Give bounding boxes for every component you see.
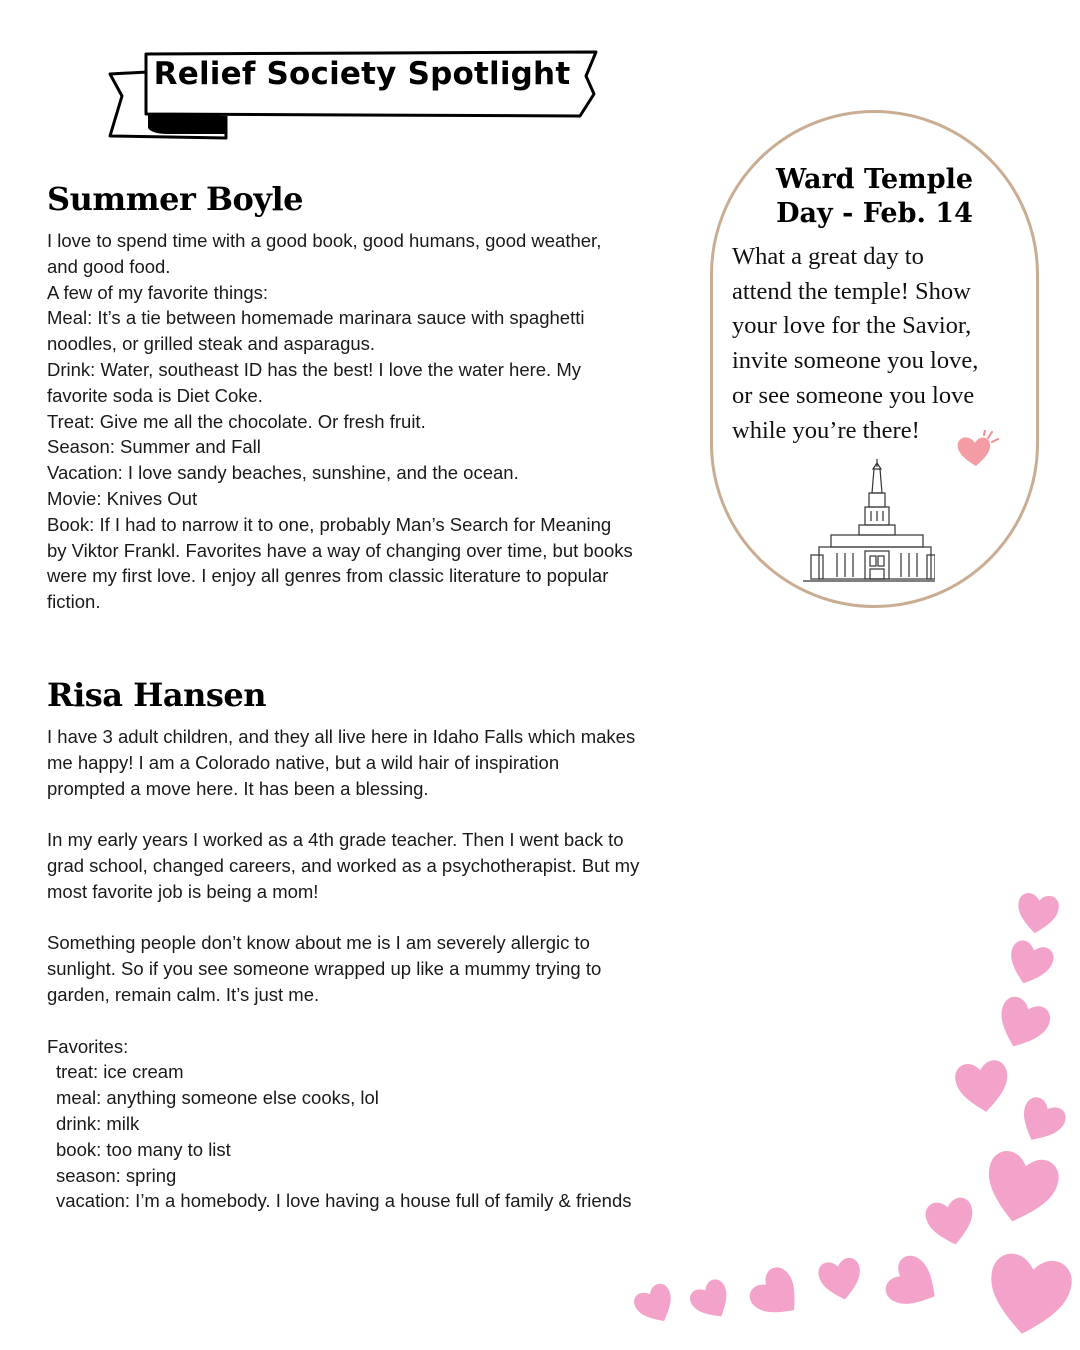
bio-line: Something people don’t know about me is I am severely allergic to (47, 932, 590, 954)
card-body-line: or see someone you love (732, 381, 975, 409)
card-heading-line: Ward Temple (775, 164, 974, 195)
temple-icon (801, 459, 935, 585)
profile-name: Risa Hansen (47, 676, 267, 714)
temple-day-card (710, 110, 1039, 608)
bio-line: and good food. (47, 255, 171, 277)
spotlight-banner (108, 46, 604, 142)
card-heading-line: Day - Feb. 14 (776, 198, 973, 229)
bio-line: I have 3 adult children, and they all live here in Idaho Falls which makes (47, 726, 636, 747)
bio-line: me happy! I am a Colorado native, but a wild hair of inspiration (47, 751, 560, 773)
favorite-item: drink: milk (56, 1112, 140, 1134)
bio-line: Book: If I had to narrow it to one, probably Man’s Search for Meaning (47, 513, 612, 535)
card-body-line: What a great day to (732, 243, 924, 270)
bio-line: In my early years I worked as a 4th grade teacher. Then I went back to (47, 829, 624, 851)
bio-line: Movie: Knives Out (47, 487, 198, 509)
bio-line: favorite soda is Diet Coke. (47, 384, 263, 406)
bio-line: Drink: Water, southeast ID has the best! I love the water here. My (47, 358, 581, 380)
bio-line: most favorite job is being a mom! (47, 880, 319, 902)
favorite-item: treat: ice cream (56, 1061, 184, 1083)
favorite-item: book: too many to list (56, 1138, 231, 1160)
card-body (732, 240, 1037, 448)
favorite-item: vacation: I’m a homebody. I love having a house full of family & friends (56, 1190, 632, 1212)
bio-line: prompted a move here. It has been a blessing. (47, 777, 429, 799)
bio-line: sunlight. So if you see someone wrapped up like a mummy trying to (47, 958, 602, 980)
profile-summer-boyle (47, 180, 727, 615)
favorite-item: meal: anything someone else cooks, lol (56, 1087, 379, 1109)
banner-title: Relief Society Spotlight (153, 56, 571, 92)
card-body-line: invite someone you love, (732, 347, 979, 375)
bio-line: were my first love. I enjoy all genres from classic literature to popular (47, 565, 609, 587)
bio-line: noodles, or grilled steak and asparagus. (47, 333, 376, 355)
bio-line: by Viktor Frankl. Favorites have a way of changing over time, but books (47, 539, 633, 561)
heart-icon (745, 1263, 810, 1328)
bio-line: fiction. (47, 591, 101, 613)
bio-line: grad school, changed careers, and worked as a psychotherapist. But my (47, 854, 640, 876)
bio-line: A few of my favorite things: (47, 281, 269, 303)
card-body-line: your love for the Savior, (732, 312, 972, 340)
heart-icon (990, 993, 1054, 1056)
bio-line: Treat: Give me all the chocolate. Or fresh fruit. (47, 410, 426, 432)
heart-icon (1015, 892, 1061, 936)
card-heading (713, 163, 1036, 231)
profile-name: Summer Boyle (47, 180, 303, 218)
bio-line: Vacation: I love sandy beaches, sunshine, and the ocean. (47, 462, 519, 484)
heart-icon (978, 1147, 1062, 1229)
profile-bio (47, 724, 727, 1214)
favorite-item: season: spring (56, 1164, 177, 1186)
heart-icon (816, 1256, 865, 1304)
heart-icon (1013, 1094, 1070, 1150)
bio-line: Meal: It’s a tie between homemade marinara sauce with spaghetti (47, 307, 585, 329)
heart-icon (1003, 938, 1056, 990)
heart-icon (953, 1059, 1011, 1116)
profile-bio (47, 228, 727, 615)
favorites-label: Favorites: (47, 1035, 129, 1057)
bio-line: garden, remain calm. It’s just me. (47, 983, 320, 1005)
heart-icon (687, 1276, 738, 1326)
profile-risa-hansen (47, 676, 727, 1214)
heart-icon (982, 1251, 1075, 1341)
heart-icon (881, 1251, 947, 1318)
bio-line: I love to spend time with a good book, good humans, good weather, (47, 230, 602, 251)
card-body-line: while you’re there! (732, 416, 920, 444)
card-body-line: attend the temple! Show (732, 277, 971, 305)
bio-line: Season: Summer and Fall (47, 436, 261, 458)
heart-icon (954, 430, 1000, 470)
heart-icon (631, 1281, 681, 1330)
heart-icon (923, 1196, 978, 1250)
